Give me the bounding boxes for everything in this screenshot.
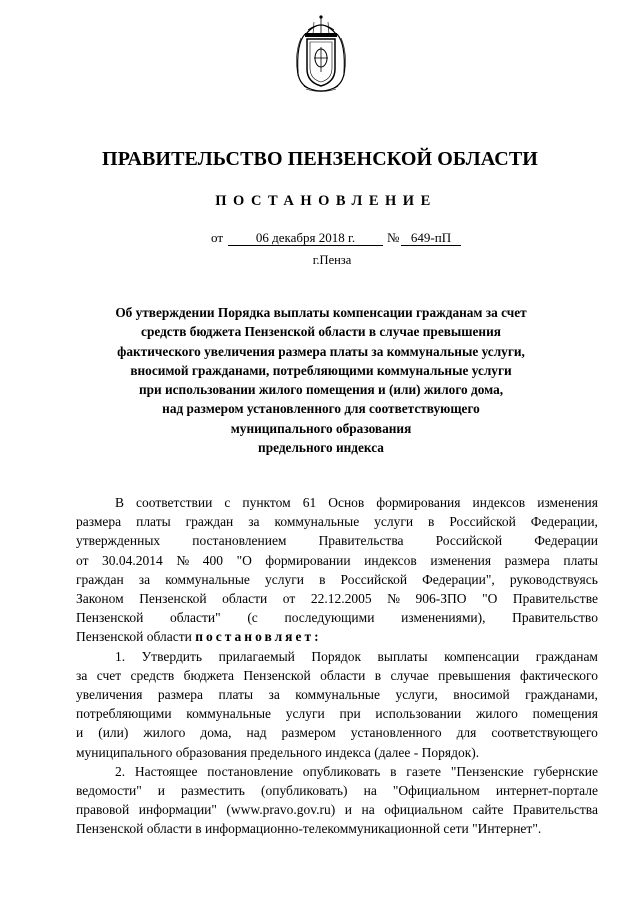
word: установленного [350, 725, 442, 741]
justified-line [76, 647, 598, 666]
paragraph-item-2 [76, 762, 598, 839]
word: в [319, 571, 326, 587]
word: в [428, 514, 435, 530]
word: Пензенской [139, 591, 207, 607]
word: Федерации", [422, 571, 495, 587]
word: вносимой [453, 687, 510, 703]
word: изменения [430, 552, 492, 568]
word: коммунальные [295, 687, 380, 703]
word: выплаты [377, 648, 428, 664]
word: для [456, 725, 477, 741]
word: прилагаемый [218, 648, 295, 664]
word: 61 [302, 495, 317, 510]
word: (www.pravo.gov.ru) [226, 802, 336, 818]
word: "Пензенские [450, 763, 524, 779]
word: увеличения [76, 687, 143, 703]
word: 1. [115, 648, 126, 664]
subject-line: муниципального образования [230, 420, 412, 436]
word: Пензенской [76, 610, 144, 626]
justified-line [76, 685, 598, 704]
word: Законом [76, 591, 124, 607]
subject-line: вносимой гражданами, потребляющими коммунальные услуги [130, 362, 512, 378]
word: ведомости" [76, 783, 142, 799]
justified-line [76, 531, 598, 550]
justified-line [76, 512, 598, 531]
preamble-last-line [76, 627, 598, 646]
word: постановлением [192, 533, 287, 549]
word: компенсации [444, 648, 520, 664]
last-line: Пензенской области в информационно-телекоммуникационной сети "Интернет". [76, 821, 542, 837]
word: Настоящее [134, 763, 198, 779]
justified-line [76, 570, 598, 589]
word: и [344, 802, 353, 818]
word: превышения [438, 667, 511, 683]
word: фактического [520, 667, 598, 683]
word: (или) [98, 725, 129, 741]
justified-line [76, 781, 598, 800]
word: гражданам [535, 648, 598, 664]
word: сайте [472, 802, 504, 818]
justified-line [76, 704, 598, 723]
word: области" [170, 610, 221, 626]
word: 2. [115, 763, 126, 779]
word: 30.04.2014 [102, 552, 163, 568]
word: изменения [537, 495, 598, 510]
word: соответствии [136, 495, 213, 510]
word: № [387, 591, 400, 607]
word: бюджета [183, 667, 234, 683]
word: изменениями), [401, 610, 486, 626]
word: использовании [375, 706, 462, 722]
word: руководствуясь [509, 571, 598, 587]
word: граждан [76, 571, 124, 587]
word: 400 [202, 552, 224, 568]
word: услуги [285, 706, 325, 722]
document-date: 06 декабря 2018 г. [228, 230, 383, 246]
justified-line [76, 551, 598, 570]
word: от [282, 591, 296, 607]
subject-line: фактического увеличения размера платы за коммунальные услуги, [117, 343, 525, 359]
word: Правительства [318, 533, 404, 549]
word: услуги [374, 514, 414, 530]
word: платы [563, 552, 598, 568]
word: при [339, 706, 361, 722]
word: в [374, 667, 382, 683]
word: размера [76, 514, 122, 530]
word: размера [504, 552, 550, 568]
word: размером [281, 725, 336, 741]
word: формирования [376, 495, 461, 510]
word: "Официальном [392, 783, 480, 799]
word: за [138, 571, 151, 587]
word: Пензенской [243, 667, 311, 683]
word: услуги [264, 571, 304, 587]
word: платы [218, 687, 254, 703]
word: и [76, 725, 84, 741]
subject-line: при использовании жилого помещения и (или) жилого дома, [138, 382, 504, 398]
word: разместить [181, 783, 245, 799]
word: утвержденных [76, 533, 161, 549]
word: средств [130, 667, 175, 683]
subject-line: над размером установленного для соответствующего [162, 401, 480, 417]
word: индексов [472, 495, 526, 510]
word: пунктом [242, 495, 291, 510]
word: последующими [284, 610, 375, 626]
word: опубликовать [302, 763, 381, 779]
paragraph-preamble [76, 493, 598, 647]
word: Российской [449, 514, 516, 530]
document-number: 649-пП [401, 230, 461, 246]
date-prefix: от [211, 230, 224, 245]
justified-line [76, 762, 598, 781]
word: за [248, 514, 260, 530]
word: случае [390, 667, 429, 683]
justified-line [76, 723, 598, 742]
justified-line [76, 608, 598, 627]
word: газете [406, 763, 442, 779]
word: счет [96, 667, 122, 683]
word: губернские [533, 763, 598, 779]
word: и [157, 783, 165, 799]
word: за [268, 687, 280, 703]
subject-line: предельного индекса [258, 440, 384, 456]
word: 906-ЗПО [415, 591, 467, 607]
justified-line [76, 589, 598, 608]
word: 22.12.2005 [310, 591, 372, 607]
date-number-line [211, 230, 471, 246]
justified-line [76, 666, 598, 685]
word: жилого [143, 725, 186, 741]
word: граждан [185, 514, 234, 530]
word: над [246, 725, 267, 741]
word: Основ [328, 495, 365, 510]
word: за [76, 667, 88, 683]
word: Федерации [534, 533, 598, 549]
word: области [320, 667, 366, 683]
word: Правительства [513, 802, 598, 818]
word: Утвердить [141, 648, 203, 664]
word: на [363, 783, 377, 799]
word: информации" [138, 802, 217, 818]
word: жилого [475, 706, 518, 722]
word: коммунальные [186, 706, 272, 722]
word: № [176, 552, 190, 568]
word: постановление [207, 763, 293, 779]
word: дома, [200, 725, 232, 741]
word: интернет-портале [495, 783, 598, 799]
word: Российской [435, 533, 503, 549]
word: Федерации, [530, 514, 598, 530]
city-name: г.Пенза [312, 253, 352, 267]
word: (с [247, 610, 258, 626]
word: индексов [364, 552, 417, 568]
word: в [390, 763, 397, 779]
subject-line: средств бюджета Пензенской области в случае превышения [141, 324, 501, 340]
word: соответствующего [491, 725, 598, 741]
word: Правительстве [512, 591, 598, 607]
word: Российской [340, 571, 408, 587]
word: потребляющими [76, 706, 172, 722]
word: (опубликовать) [261, 783, 348, 799]
word: области [222, 591, 268, 607]
document-body [76, 493, 598, 839]
word: Правительство [512, 610, 598, 626]
word: услуги, [395, 687, 438, 703]
preamble-last-text: Пензенской области [76, 629, 192, 645]
number-prefix: № [387, 230, 400, 245]
word: формировании [265, 552, 351, 568]
word: официальном [384, 802, 463, 818]
subject-line: Об утверждении Порядка выплаты компенсации гражданам за счет [115, 305, 527, 320]
coat-of-arms-emblem [292, 14, 350, 94]
word: правовой [76, 802, 130, 818]
last-line: муниципального образования предельного индекса (далее - Порядок). [76, 744, 480, 760]
word: с [224, 495, 231, 510]
word: платы [136, 514, 171, 530]
word: от [76, 552, 89, 568]
word: размера [157, 687, 204, 703]
word: на [361, 802, 375, 818]
government-title: ПРАВИТЕЛЬСТВО ПЕНЗЕНСКОЙ ОБЛАСТИ [102, 148, 538, 170]
resolves-word: постановляет: [195, 629, 322, 645]
justified-line [76, 493, 598, 512]
document-subject [60, 303, 582, 457]
word: "О [482, 591, 498, 607]
word: коммунальные [165, 571, 250, 587]
word: В [115, 495, 125, 510]
word: гражданами, [525, 687, 598, 703]
justified-line [76, 800, 598, 819]
word: коммунальные [274, 514, 360, 530]
word: Порядок [311, 648, 362, 664]
document-type: ПОСТАНОВЛЕНИЕ [215, 193, 437, 209]
word: "О [236, 552, 252, 568]
word: помещения [532, 706, 598, 722]
paragraph-item-1 [76, 647, 598, 762]
